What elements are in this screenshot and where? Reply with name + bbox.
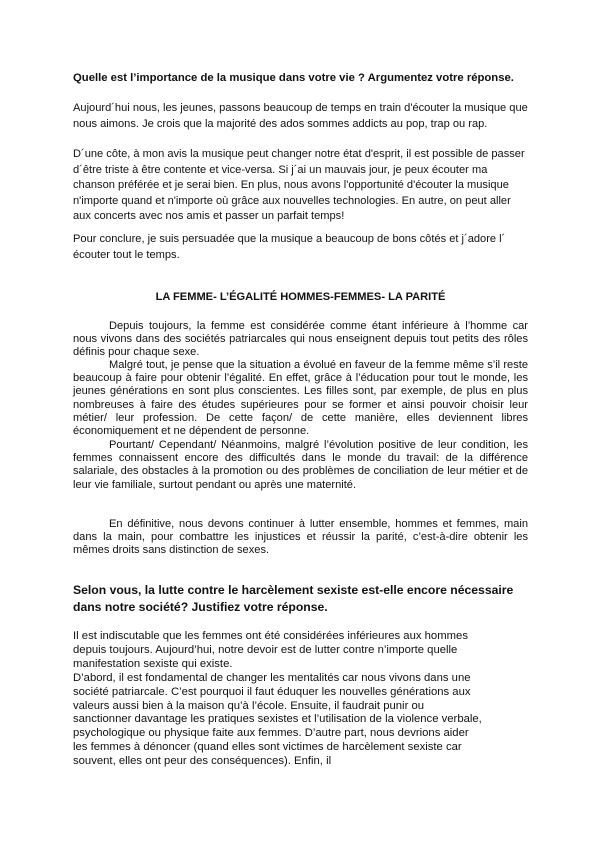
music-paragraph-3: Pour conclure, je suis persuadée que la musique a beaucoup de bons côtés et j´adore l´ écouter tout le temps. (73, 233, 506, 261)
music-paragraph-2: D´une côte, à mon avis la musique peut changer notre état d'esprit, il est possible de passer d´être triste à être contente et vice-versa. Si j´ai un mauvais jour, je peux écouter ma chanson préférée et je serai bien. En plus, nous avons l'opportunité d'écouter la musique n'importe quand et n'importe où grâce aux nouvelles technologies. En autre, on peut aller aux concerts avec nos amis et passer un parfait temps! (73, 148, 525, 223)
question-harassment: Selon vous, la lutte contre le harcèlement sexiste est-elle encore nécessaire dans notre société? Justifiez votre réponse. (73, 583, 514, 614)
question-music: Quelle est l’importance de la musique dans votre vie ? Argumentez votre réponse. (73, 72, 514, 84)
harassment-paragraph-1: Il est indiscutable que les femmes ont été considérées inférieures aux hommes depuis toujours. Aujourd’hui, notre devoir est de lutter contre n’importe quelle manifestation sexiste qui existe. (73, 630, 468, 670)
music-paragraph-1: Aujourd´hui nous, les jeunes, passons beaucoup de temps en train d'écouter la musique que nous aimons. Je crois que la majorité des ados sommes addicts au pop, trap ou rap. (73, 102, 528, 130)
equality-paragraph-4: En définitive, nous devons continuer à lutter ensemble, hommes et femmes, main dans la main, pour combattre les injustices et réussir la parité, c’est-à-dire obtenir les mêmes droits sans distinction de sexes. (73, 518, 528, 557)
equality-paragraph-2: Malgré tout, je pense que la situation a évolué en faveur de la femme même s’il reste beaucoup à faire pour obtenir l’égalité. En effet, grâce à l’éducation pour tout le monde, les jeunes générations en sont plus conscientes. Les filles sont, par exemple, de plus en plus nombreuses à faire des études supérieures pour se former et ainsi pouvoir choisir leur métier/ leur profession. De cette façon/ de cette manière, elles deviennent libres économiquement et ne dépendent de personne. (73, 359, 528, 438)
equality-paragraph-1: Depuis toujours, la femme est considérée comme étant inférieure à l’homme car nous vivons dans des sociétés patriarcales qui nous enseignent depuis tout petits des rôles définis pour chaque sexe. (73, 320, 528, 359)
equality-paragraph-3: Pourtant/ Cependant/ Néanmoins, malgré l’évolution positive de leur condition, les femmes connaissent encore des difficultés dans le monde du travail: de la différence salariale, des obstacles à la promotion ou des problèmes de conciliation de leur métier et de leur vie familiale, surtout pendant ou après une maternité. (73, 439, 528, 491)
section-title-equality: LA FEMME- L’ÉGALITÉ HOMMES-FEMMES- LA PARITÉ (155, 291, 446, 303)
harassment-paragraph-2: D’abord, il est fondamental de changer les mentalités car nous vivons dans une société patriarcale. C’est pourquoi il faut éduquer les nouvelles générations aux valeurs aussi bien à la maison qu’à l’école. Ensuite, il faudrait punir ou sanctionner davantage les pratiques sexistes et l’utilisation de la violence verbale, psychologique ou physique faite aux femmes. D’autre part, nous devrions aider les femmes à dénoncer (quand elles sont victimes de harcèlement sexiste car souvent, elles ont peur des conséquences). Enfin, il (73, 672, 482, 767)
